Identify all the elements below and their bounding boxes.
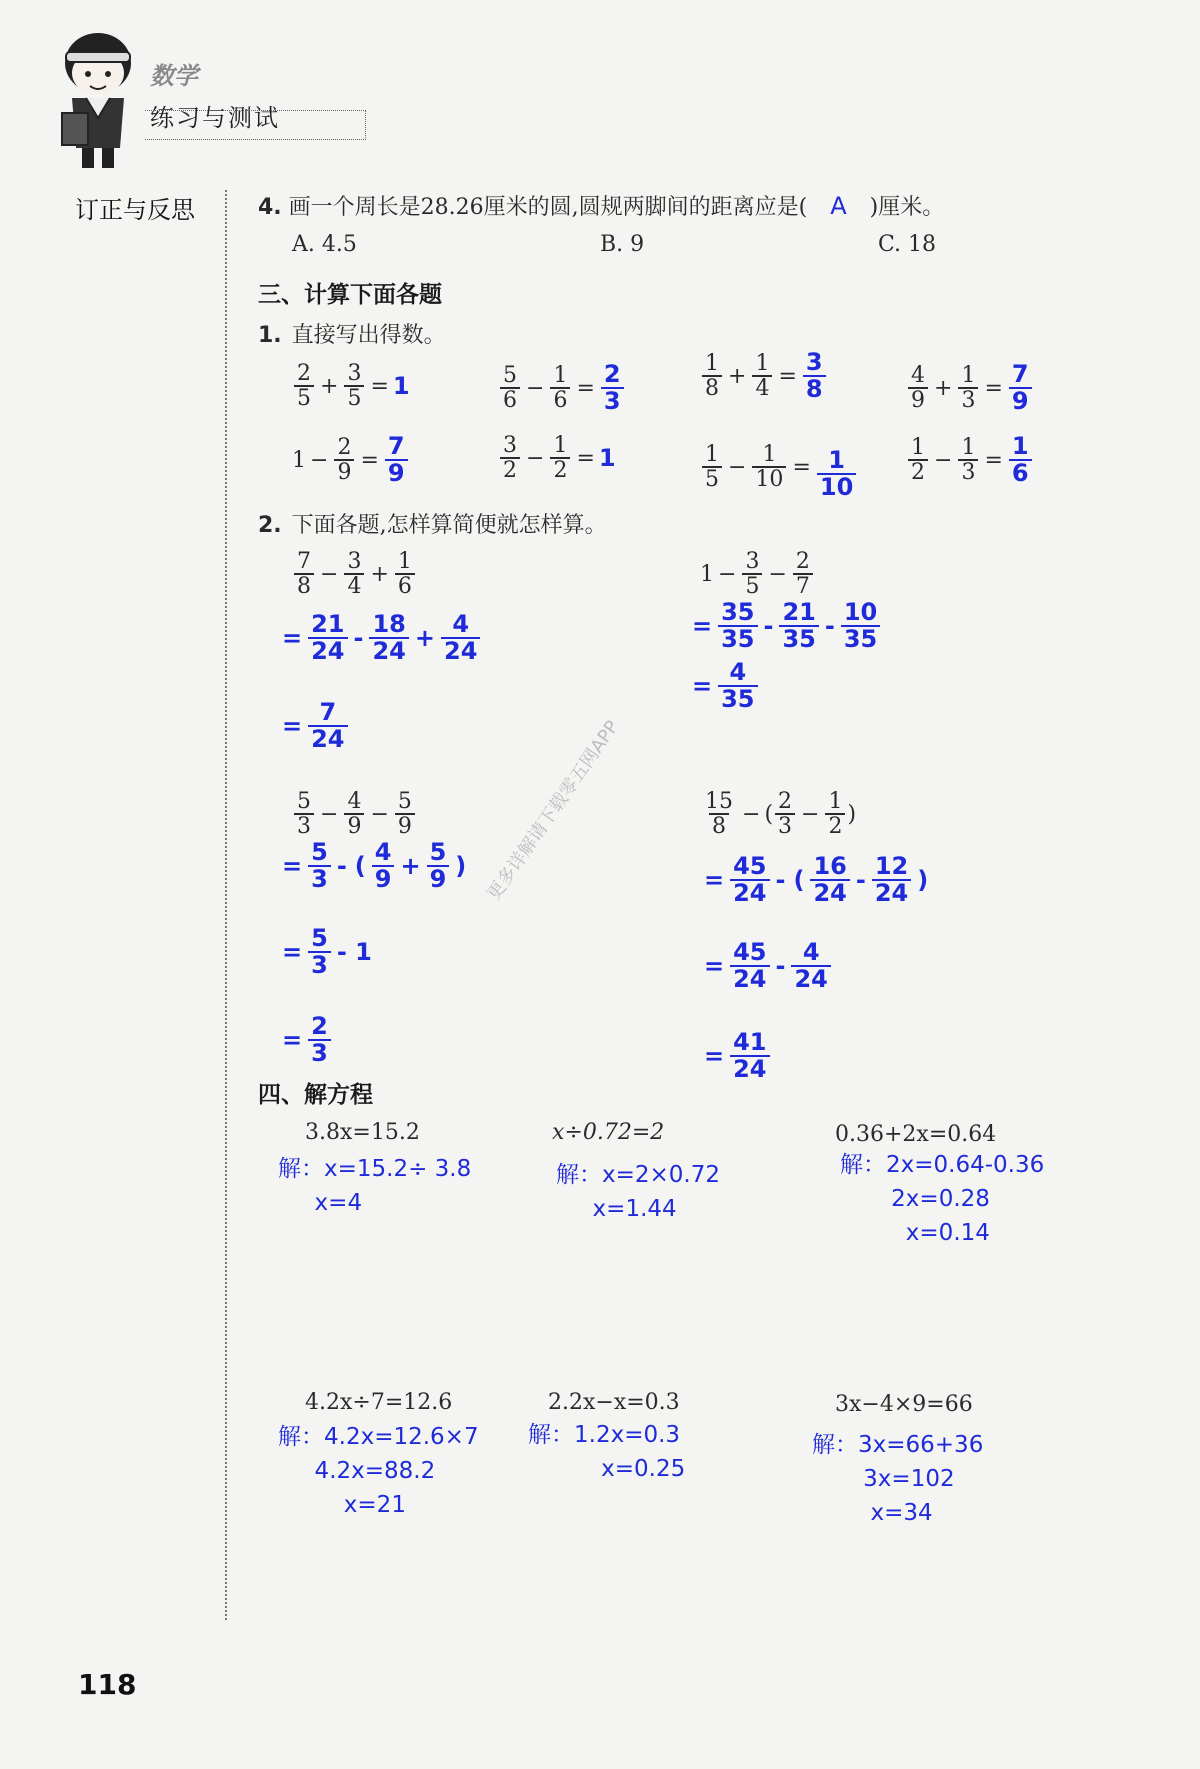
section-4-title: 四、解方程 xyxy=(258,1082,373,1108)
question-text: 画一个周长是28.26厘米的圆,圆规两脚间的距离应是( xyxy=(288,195,808,220)
margin-label: 订正与反思 xyxy=(75,196,195,224)
page-number: 118 xyxy=(78,1668,137,1701)
answer: 1 xyxy=(392,372,410,401)
simplify-problem-2: 1 − $\frac{3}{5}$ − $\frac{2}{7}$ xyxy=(700,550,815,598)
answer: $\frac{1}{6}$ xyxy=(1009,434,1032,486)
equation-4: 4.2x÷7=12.6 xyxy=(305,1390,453,1415)
equation-2: x÷0.72=2 xyxy=(552,1120,665,1145)
mental-calc-4: $\frac{4}{9}$ + $\frac{1}{3}$ = $\frac{7}{9}$ xyxy=(906,362,1034,414)
mental-calc-3: $\frac{1}{8}$ + $\frac{1}{4}$ = $\frac{3}{8}$ xyxy=(700,350,828,402)
mental-calc-6: $\frac{3}{2}$ − $\frac{1}{2}$ = 1 xyxy=(498,434,616,482)
equation-4-solution: 解：4.2x=12.6×7 4.2x=88.2 x=21 xyxy=(278,1424,479,1518)
part-text: 下面各题,怎样算简便就怎样算。 xyxy=(291,513,607,538)
question-text-end: )厘米。 xyxy=(869,195,945,220)
mental-calc-5: 1 − $\frac{2}{9}$ = $\frac{7}{9}$ xyxy=(292,434,410,486)
question-4 xyxy=(258,190,944,221)
answer: $\frac{1}{10}$ xyxy=(817,448,856,500)
margin-divider xyxy=(225,190,227,1620)
simplify-problem-1: $\frac{7}{8}$ − $\frac{3}{4}$ + $\frac{1}{6}$ xyxy=(292,550,417,598)
answer: 1 xyxy=(598,444,616,473)
mental-calc-8: $\frac{1}{2}$ − $\frac{1}{3}$ = $\frac{1}{6}$ xyxy=(906,434,1034,486)
subject-label: 数学 xyxy=(150,62,198,90)
simplify-1-step-1: = $\frac{21}{24}$ - $\frac{18}{24}$ + $\frac{4}{24}$ xyxy=(278,612,482,664)
equation-1-solution: 解：x=15.2÷ 3.8 x=4 xyxy=(278,1156,472,1216)
book-title: 练习与测试 xyxy=(150,104,280,132)
part-2-heading xyxy=(258,508,607,539)
mascot-illustration xyxy=(48,18,148,178)
option-b: B. 9 xyxy=(600,232,645,257)
equation-6: 3x−4×9=66 xyxy=(835,1392,973,1417)
simplify-problem-3: $\frac{5}{3}$ − $\frac{4}{9}$ − $\frac{5}{9}$ xyxy=(292,790,417,838)
equation-6-solution: 解：3x=66+36 3x=102 x=34 xyxy=(812,1432,984,1526)
simplify-1-step-2: = $\frac{7}{24}$ xyxy=(278,700,350,752)
part-number: 1. xyxy=(258,323,282,348)
option-c: C. 18 xyxy=(878,232,937,257)
simplify-3-step-1: = $\frac{5}{3}$ - ( $\frac{4}{9}$ + $\frac{5}{9}$ ) xyxy=(282,838,467,894)
simplify-problem-4: $\frac{15}{8}$ − ( $\frac{2}{3}$ − $\frac{1}{2}$ ) xyxy=(705,789,857,840)
part-number: 2. xyxy=(258,513,282,538)
mental-calc-1: $\frac{2}{5}$ + $\frac{3}{5}$ = 1 xyxy=(292,362,410,410)
answer: $\frac{7}{9}$ xyxy=(1009,362,1032,414)
equation-2-solution: 解：x=2×0.72 x=1.44 xyxy=(556,1162,720,1222)
watermark-text: 更多详解请下载零五网APP xyxy=(483,716,624,905)
answer: $\frac{2}{3}$ xyxy=(601,362,624,414)
question-number: 4. xyxy=(258,195,282,220)
simplify-3-step-2: = $\frac{5}{3}$ - 1 xyxy=(282,924,372,980)
answer: $\frac{7}{9}$ xyxy=(385,434,408,486)
equation-3-solution: 解：2x=0.64-0.36 2x=0.28 x=0.14 xyxy=(840,1152,1045,1246)
simplify-2-step-2: = $\frac{4}{35}$ xyxy=(688,660,760,712)
answer: $\frac{3}{8}$ xyxy=(803,350,826,402)
title-underline-dotted xyxy=(145,110,366,140)
section-3-title: 三、计算下面各题 xyxy=(258,282,442,308)
mental-calc-2: $\frac{5}{6}$ − $\frac{1}{6}$ = $\frac{2}{3}$ xyxy=(498,362,626,414)
simplify-2-step-1: = $\frac{35}{35}$ - $\frac{21}{35}$ - $\frac{10}{35}$ xyxy=(688,600,882,652)
simplify-3-step-3: = $\frac{2}{3}$ xyxy=(278,1014,333,1066)
equation-3: 0.36+2x=0.64 xyxy=(835,1122,997,1147)
option-a: A. 4.5 xyxy=(292,232,357,257)
equation-5: 2.2x−x=0.3 xyxy=(548,1390,680,1415)
part-1-heading xyxy=(258,318,446,349)
mental-calc-7: $\frac{1}{5}$ − $\frac{1}{10}$ = $\frac{1}{10}$ xyxy=(700,434,858,500)
answer-q4: A xyxy=(830,192,847,220)
simplify-4-step-2: = $\frac{45}{24}$ - $\frac{4}{24}$ xyxy=(700,940,833,992)
equation-1: 3.8x=15.2 xyxy=(305,1120,420,1145)
equation-5-solution: 解：1.2x=0.3 x=0.25 xyxy=(528,1422,686,1482)
simplify-4-step-1: = $\frac{45}{24}$ - ( $\frac{16}{24}$ - $\frac{12}{24}$ ) xyxy=(704,852,929,908)
part-text: 直接写出得数。 xyxy=(291,323,446,348)
simplify-4-step-3: = $\frac{41}{24}$ xyxy=(700,1030,772,1082)
